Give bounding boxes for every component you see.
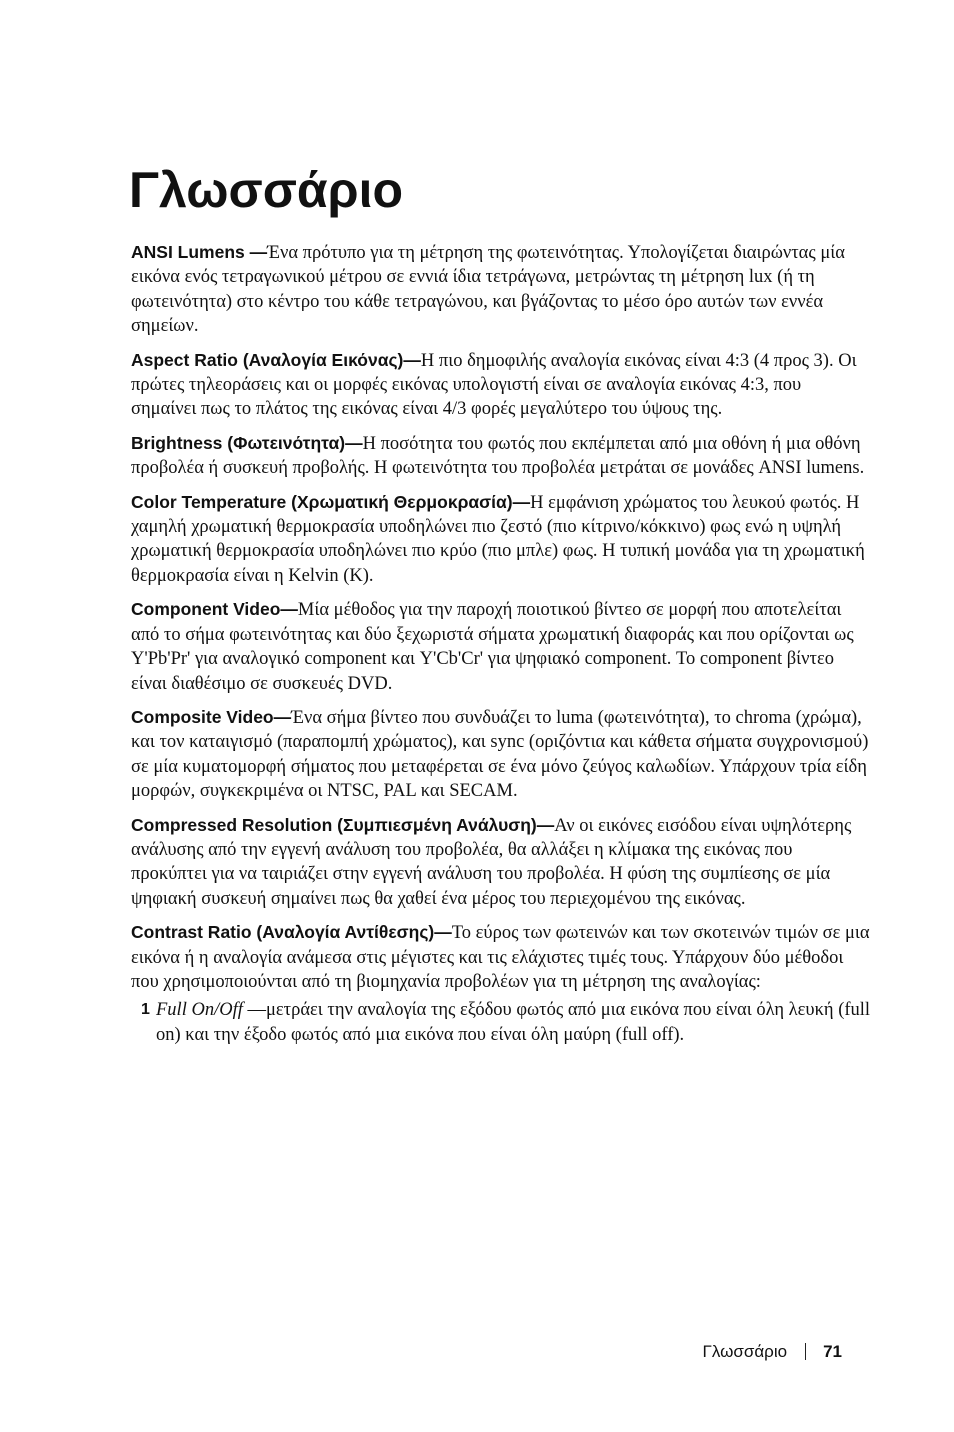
glossary-term: ANSI Lumens — [131, 242, 268, 262]
glossary-term: Color Temperature (Χρωματική Θερμοκρασία)— [131, 491, 531, 512]
glossary-entry-component-video [131, 597, 871, 696]
glossary-definition: Ένα σήμα βίντεο που συνδυάζει το luma (φωτεινότητα), το chroma (χρώμα), και τον καταιγισμό (παραπομπή χρώματος), και sync (οριζόντια και κάθετα σήματα συγχρονισμού) σε μία κυματομορφή σήματος που μεταφέρεται σε ένα μόνο ζεύγος καλωδίων. Υπάρχουν τρία είδη μορφών, συγκεκριμένα οι NTSC, PAL και SECAM. [131, 707, 869, 802]
glossary-definition: Αν οι εικόνες εισόδου είναι υψηλότερης ανάλυσης από την εγγενή ανάλυση του προβολέα, θα αλλάξει η κλίμακα της εικόνας που προκύπτει για να ταιριάζει στην εγγενή ανάλυση του προβολέα. Η φύση της συμπίεσης σε μία ψηφιακή συσκευή σημαίνει πως θα χαθεί ένα μέρος του περιεχομένου της εικόνας. [131, 815, 852, 909]
page-footer [600, 1340, 842, 1364]
glossary-term: Component Video— [131, 599, 298, 620]
glossary-definition: Η πιο δημοφιλής αναλογία εικόνας είναι 4:3 (4 προς 3). Οι πρώτες τηλεοράσεις και οι μορφές εικόνας υπολογιστή είναι σε αναλογία εικόνας 4:3, που σημαίνει πως το πλάτος της εικόνας είναι 4/3 φορές μεγαλύτερο του ύψους της. [131, 350, 857, 420]
glossary-term: Brightness (Φωτεινότητα)— [131, 432, 363, 453]
list-item-definition: —μετράει την αναλογία της εξόδου φωτός από μια εικόνα που είναι όλη λευκή (full on) και την έξοδο φωτός από μια εικόνα που είναι όλη μαύρη (full off). [156, 1000, 871, 1045]
glossary-entry-ansi-lumens [131, 240, 871, 339]
glossary-term: Aspect Ratio (Αναλογία Εικόνας)— [131, 349, 421, 370]
contrast-methods-list [131, 998, 871, 1047]
page-number: 71 [823, 1342, 842, 1361]
glossary-entry-composite-video [131, 705, 871, 804]
glossary-entry-brightness [131, 431, 871, 481]
glossary-definition: Η ποσότητα του φωτός που εκπέμπεται από μια οθόνη ή μια οθόνη προβολέα ή συσκευή προβολής. Η φωτεινότητα του προβολέα μετράται σε μονάδες ANSI lumens. [131, 433, 865, 479]
page-title: Γλωσσάριο [129, 162, 403, 218]
glossary-definition: Το εύρος των φωτεινών και των σκοτεινών τιμών σε μια εικόνα ή η αναλογία ανάμεσα στις μέγιστες και τις ελάχιστες τιμές τους. Υπάρχουν δύο μέθοδοι που χρησιμοποιούνται από τη βιομηχανία προβολέων για τη μέτρηση της αναλογίας: [131, 923, 870, 992]
glossary-term: Compressed Resolution (Συμπιεσμένη Ανάλυση)— [131, 814, 555, 835]
glossary-definition: Η εμφάνιση χρώματος του λευκού φωτός. Η χαμηλή χρωματική θερμοκρασία υποδηλώνει πιο ζεστό (πιο κίτρινο/κόκκινο) φως ενώ η υψηλή χρωματική θερμοκρασία υποδηλώνει πιο κρύο (πιο μπλε) φως. Η τυπική μονάδα για τη χρωματική θερμοκρασία είναι η Kelvin (K). [131, 492, 865, 586]
footer-section-title: Γλωσσάριο [702, 1342, 788, 1361]
glossary-definition: Μία μέθοδος για την παροχή ποιοτικού βίντεο σε μορφή που αποτελείται από το σήμα φωτεινότητας και δύο ξεχωριστά σήματα χρωματική διαφοράς και που ορίζονται ως Y'Pb'Pr' για αναλογικό component και Y'Cb'Cr' για ψηφιακό component. Το component βίντεο είναι διαθέσιμο σε συσκευές DVD. [131, 600, 854, 694]
list-item-term: Full On/Off [156, 1000, 243, 1021]
glossary-entry-aspect-ratio [131, 348, 871, 422]
glossary-term: Composite Video— [131, 706, 292, 727]
list-item-number: 1 [141, 1001, 150, 1019]
glossary-entry-compressed-resolution [131, 813, 871, 912]
glossary-definition: Ένα πρότυπο για τη μέτρηση της φωτεινότητας. Υπολογίζεται διαιρώντας μία εικόνα ενός τετραγωνικού μέτρου σε εννιά ίδια τετράγωνα, μετρώντας τη μέτρηση lux (ή τη φωτεινότητα) στο κέντρο του κάθε τετραγώνου, και βγάζοντας το μέσο όρο αυτών των εννέα σημείων. [131, 243, 845, 337]
footer-divider [805, 1343, 806, 1360]
glossary-entry-contrast-ratio [131, 920, 871, 994]
list-item [131, 998, 871, 1047]
glossary-list [131, 240, 871, 1047]
glossary-term: Contrast Ratio (Αναλογία Αντίθεσης)— [131, 922, 452, 943]
glossary-entry-color-temperature [131, 490, 871, 589]
